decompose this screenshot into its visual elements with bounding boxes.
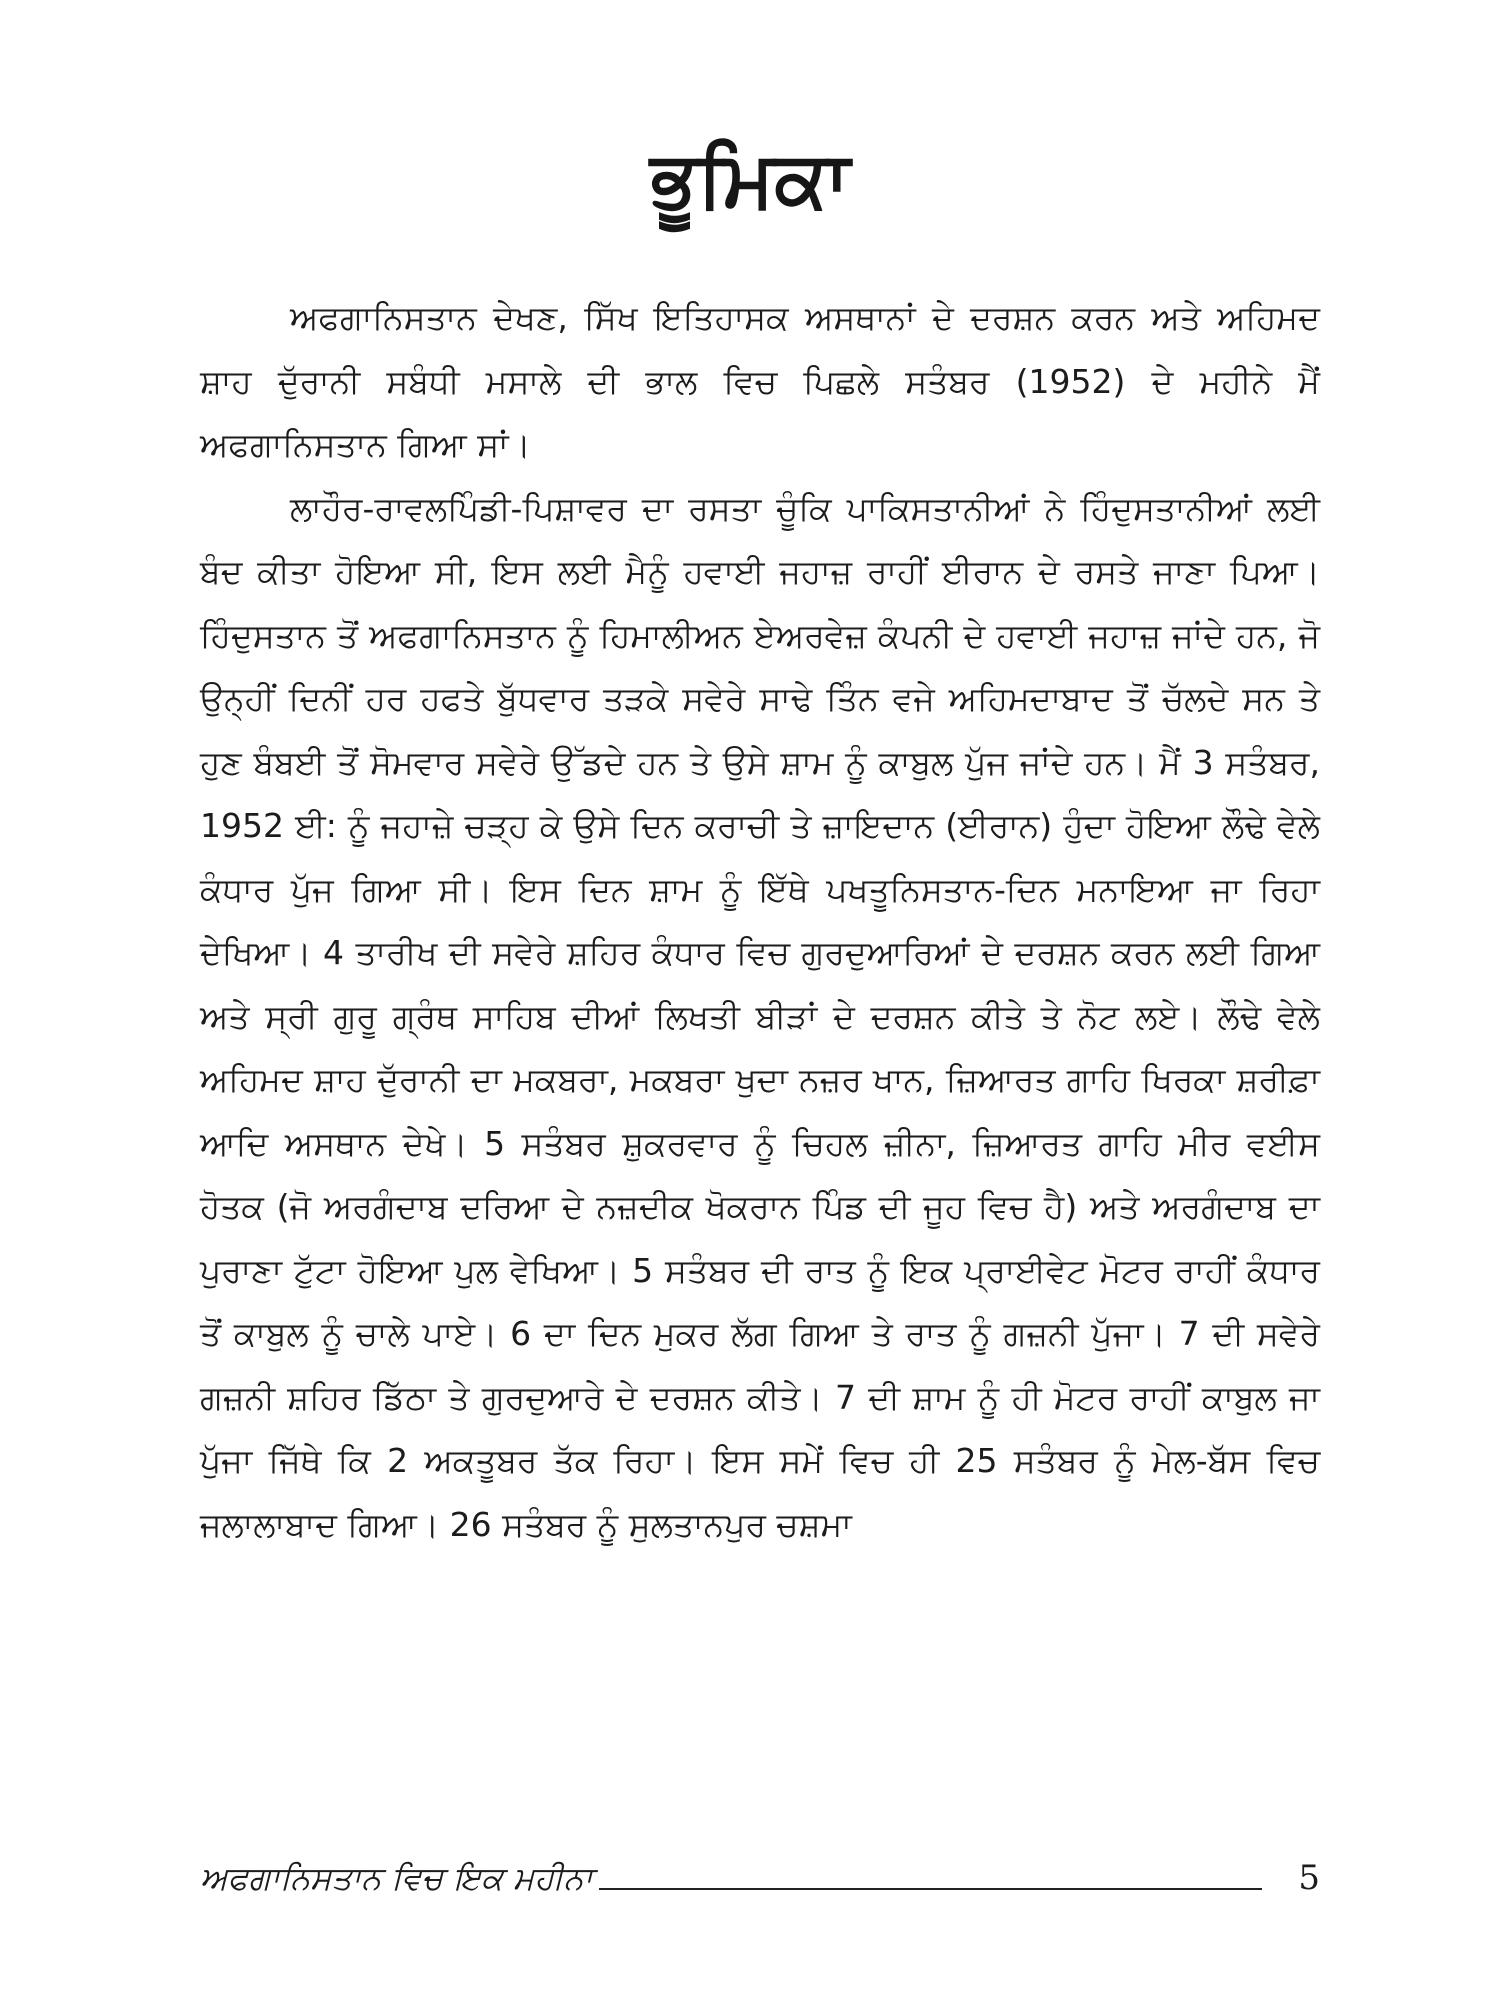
footer-book-title: ਅਫਗਾਨਿਸਤਾਨ ਵਿਚ ਇਕ ਮਹੀਨਾ: [200, 1859, 593, 1897]
footer-rule: [599, 1888, 1263, 1890]
paragraph-1: ਅਫਗਾਨਿਸਤਾਨ ਦੇਖਣ, ਸਿੱਖ ਇਤਿਹਾਸਕ ਅਸਥਾਨਾਂ ਦੇ ਦਰਸ਼ਨ ਕਰਨ ਅਤੇ ਅਹਿਮਦ ਸ਼ਾਹ ਦੁੱਰਾਨੀ ਸਬੰਧੀ ਮਸਾਲੇ ਦੀ ਭਾਲ ਵਿਚ ਪਿਛਲੇ ਸਤੰਬਰ (1952) ਦੇ ਮਹੀਨੇ ਮੈਂ ਅਫਗਾਨਿਸਤਾਨ ਗਿਆ ਸਾਂ।: [200, 298, 1320, 464]
paragraph-2: ਲਾਹੌਰ-ਰਾਵਲਪਿੰਡੀ-ਪਿਸ਼ਾਵਰ ਦਾ ਰਸਤਾ ਚੂੰਕਿ ਪਾਕਿਸਤਾਨੀਆਂ ਨੇ ਹਿੰਦੁਸਤਾਨੀਆਂ ਲਈ ਬੰਦ ਕੀਤਾ ਹੋਇਆ ਸੀ, ਇਸ ਲਈ ਮੈਨੂੰ ਹਵਾਈ ਜਹਾਜ਼ ਰਾਹੀਂ ਈਰਾਨ ਦੇ ਰਸਤੇ ਜਾਣਾ ਪਿਆ। ਹਿੰਦੁਸਤਾਨ ਤੋਂ ਅਫਗਾਨਿਸਤਾਨ ਨੂੰ ਹਿਮਾਲੀਅਨ ਏਅਰਵੇਜ਼ ਕੰਪਨੀ ਦੇ ਹਵਾਈ ਜਹਾਜ਼ ਜਾਂਦੇ ਹਨ, ਜੋ ਉਨ੍ਹੀਂ ਦਿਨੀਂ ਹਰ ਹਫਤੇ ਬੁੱਧਵਾਰ ਤੜਕੇ ਸਵੇਰੇ ਸਾਢੇ ਤਿੰਨ ਵਜੇ ਅਹਿਮਦਾਬਾਦ ਤੋਂ ਚੱਲਦੇ ਸਨ ਤੇ ਹੁਣ ਬੰਬਈ ਤੋਂ ਸੋਮਵਾਰ ਸਵੇਰੇ ਉੱਡਦੇ ਹਨ ਤੇ ਉਸੇ ਸ਼ਾਮ ਨੂੰ ਕਾਬੁਲ ਪੁੱਜ ਜਾਂਦੇ ਹਨ। ਮੈਂ 3 ਸਤੰਬਰ, 1952 ਈ: ਨੂੰ ਜਹਾਜ਼ੇ ਚੜ੍ਹ ਕੇ ਉਸੇ ਦਿਨ ਕਰਾਚੀ ਤੇ ਜ਼ਾਇਦਾਨ (ਈਰਾਨ) ਹੁੰਦਾ ਹੋਇਆ ਲੌਢੇ ਵੇਲੇ ਕੰਧਾਰ ਪੁੱਜ ਗਿਆ ਸੀ। ਇਸ ਦਿਨ ਸ਼ਾਮ ਨੂੰ ਇੱਥੇ ਪਖਤੂਨਿਸਤਾਨ-ਦਿਨ ਮਨਾਇਆ ਜਾ ਰਿਹਾ ਦੇਖਿਆ। 4 ਤਾਰੀਖ ਦੀ ਸਵੇਰੇ ਸ਼ਹਿਰ ਕੰਧਾਰ ਵਿਚ ਗੁਰਦੁਆਰਿਆਂ ਦੇ ਦਰਸ਼ਨ ਕਰਨ ਲਈ ਗਿਆ ਅਤੇ ਸ੍ਰੀ ਗੁਰੂ ਗ੍ਰੰਥ ਸਾਹਿਬ ਦੀਆਂ ਲਿਖਤੀ ਬੀੜਾਂ ਦੇ ਦਰਸ਼ਨ ਕੀਤੇ ਤੇ ਨੋਟ ਲਏ। ਲੌਢੇ ਵੇਲੇ ਅਹਿਮਦ ਸ਼ਾਹ ਦੁੱਰਾਨੀ ਦਾ ਮਕਬਰਾ, ਮਕਬਰਾ ਖੁਦਾ ਨਜ਼ਰ ਖਾਨ, ਜ਼ਿਆਰਤ ਗਾਹਿ ਖਿਰਕਾ ਸ਼ਰੀਫ਼ਾ ਆਦਿ ਅਸਥਾਨ ਦੇਖੇ। 5 ਸਤੰਬਰ ਸ਼ੁਕਰਵਾਰ ਨੂੰ ਚਿਹਲ ਜ਼ੀਨਾ, ਜ਼ਿਆਰਤ ਗਾਹਿ ਮੀਰ ਵਈਸ ਹੋਤਕ (ਜੋ ਅਰਗੰਦਾਬ ਦਰਿਆ ਦੇ ਨਜ਼ਦੀਕ ਖੋਕਰਾਨ ਪਿੰਡ ਦੀ ਜੂਹ ਵਿਚ ਹੈ) ਅਤੇ ਅਰਗੰਦਾਬ ਦਾ ਪੁਰਾਣਾ ਟੁੱਟਾ ਹੋਇਆ ਪੁਲ ਵੇਖਿਆ। 5 ਸਤੰਬਰ ਦੀ ਰਾਤ ਨੂੰ ਇਕ ਪ੍ਰਾਈਵੇਟ ਮੋਟਰ ਰਾਹੀਂ ਕੰਧਾਰ ਤੋਂ ਕਾਬੁਲ ਨੂੰ ਚਾਲੇ ਪਾਏ। 6 ਦਾ ਦਿਨ ਮੁਕਰ ਲੱਗ ਗਿਆ ਤੇ ਰਾਤ ਨੂੰ ਗਜ਼ਨੀ ਪੁੱਜਾ। 7 ਦੀ ਸਵੇਰੇ ਗਜ਼ਨੀ ਸ਼ਹਿਰ ਡਿੱਠਾ ਤੇ ਗੁਰਦੁਆਰੇ ਦੇ ਦਰਸ਼ਨ ਕੀਤੇ। 7 ਦੀ ਸ਼ਾਮ ਨੂੰ ਹੀ ਮੋਟਰ ਰਾਹੀਂ ਕਾਬੁਲ ਜਾ ਪੁੱਜਾ ਜਿੱਥੇ ਕਿ 2 ਅਕਤੂਬਰ ਤੱਕ ਰਿਹਾ। ਇਸ ਸਮੇਂ ਵਿਚ ਹੀ 25 ਸਤੰਬਰ ਨੂੰ ਮੇਲ-ਬੱਸ ਵਿਚ ਜਲਾਲਾਬਾਦ ਗਿਆ। 26 ਸਤੰਬਰ ਨੂੰ ਸੁਲਤਾਨਪੁਰ ਚਸ਼ਮਾ: [200, 488, 1320, 1544]
page-title: ਭੂਮਿਕਾ: [650, 135, 850, 225]
page-footer: [200, 1838, 1320, 1898]
page-number: 5: [1298, 1858, 1320, 1898]
body-text: [200, 286, 1320, 1556]
